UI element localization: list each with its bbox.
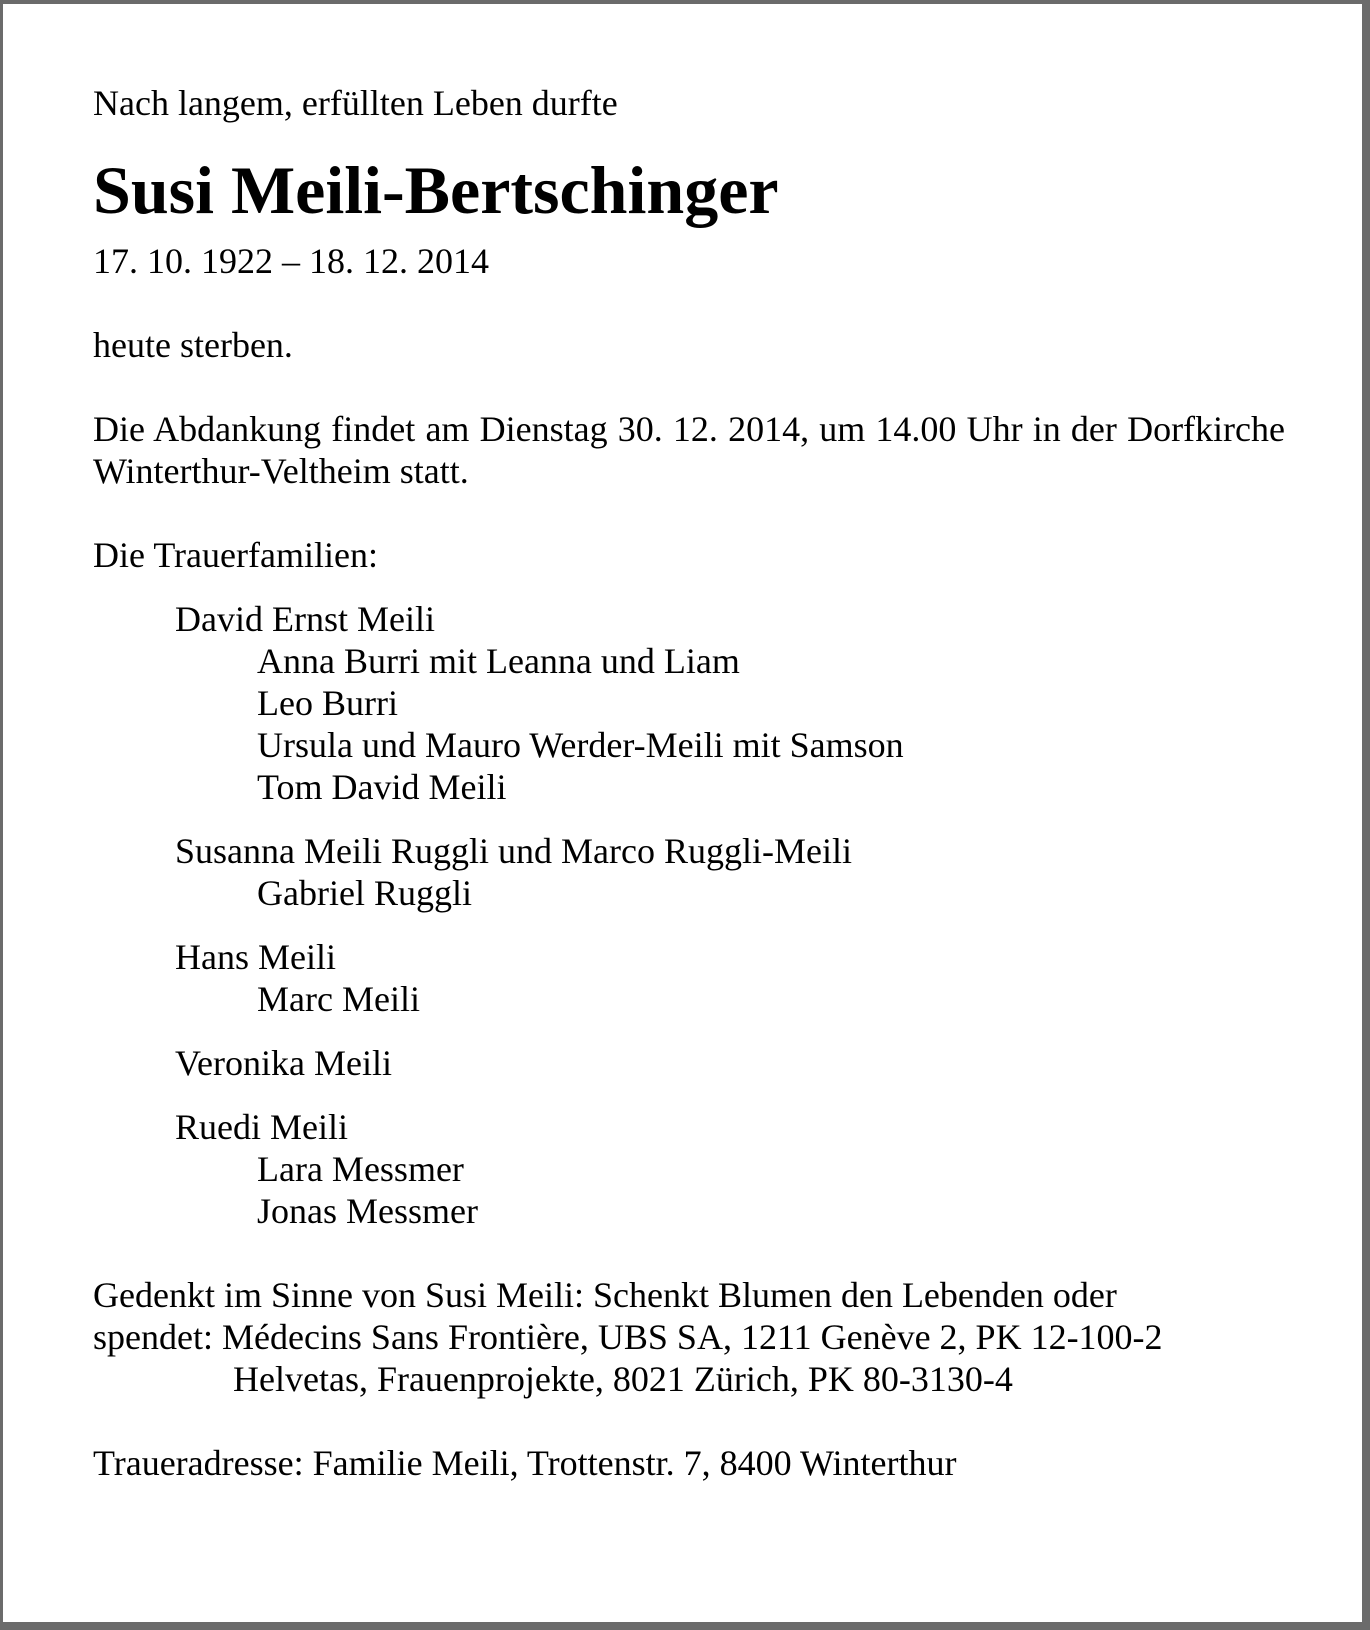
- family-member: Gabriel Ruggli: [257, 873, 472, 913]
- family-member: Marc Meili: [257, 979, 420, 1019]
- donation-block: [93, 1274, 1285, 1400]
- family-head: Ruedi Meili: [175, 1107, 348, 1147]
- family-group: [175, 1042, 1285, 1084]
- families-heading: Die Trauerfamilien:: [93, 535, 378, 575]
- donation-line: Helvetas, Frauenprojekte, 8021 Zürich, PK 80-3130-4: [233, 1359, 1013, 1399]
- mourning-address: Traueradresse: Familie Meili, Trottenstr. 7, 8400 Winterthur: [93, 1443, 957, 1483]
- family-group: [175, 830, 1285, 914]
- family-head: David Ernst Meili: [175, 599, 435, 639]
- family-member: Jonas Messmer: [257, 1191, 478, 1231]
- family-head: Susanna Meili Ruggli und Marco Ruggli-Meili: [175, 831, 852, 871]
- intro-line: Nach langem, erfüllten Leben durfte: [93, 83, 618, 123]
- family-member: Ursula und Mauro Werder-Meili mit Samson: [257, 725, 904, 765]
- life-dates: 17. 10. 1922 – 18. 12. 2014: [93, 241, 489, 281]
- ceremony-text: Die Abdankung findet am Dienstag 30. 12. 2014, um 14.00 Uhr in der Dorfkirche Winterthur-Veltheim statt.: [93, 409, 1285, 491]
- family-member: Tom David Meili: [257, 767, 507, 807]
- family-head: Veronika Meili: [175, 1043, 392, 1083]
- family-group: [175, 936, 1285, 1020]
- family-member: Lara Messmer: [257, 1149, 464, 1189]
- passed-line: heute sterben.: [93, 325, 293, 365]
- families-list: [93, 598, 1285, 1232]
- obituary-notice: [93, 82, 1285, 1484]
- family-member: Leo Burri: [257, 683, 398, 723]
- deceased-name: Susi Meili-Bertschinger: [93, 152, 779, 228]
- family-group: [175, 598, 1285, 808]
- family-head: Hans Meili: [175, 937, 336, 977]
- donation-line: spendet: Médecins Sans Frontière, UBS SA, 1211 Genève 2, PK 12-100-2: [93, 1317, 1163, 1357]
- family-member: Anna Burri mit Leanna und Liam: [257, 641, 740, 681]
- donation-line: Gedenkt im Sinne von Susi Meili: Schenkt Blumen den Lebenden oder: [93, 1275, 1117, 1315]
- family-group: [175, 1106, 1285, 1232]
